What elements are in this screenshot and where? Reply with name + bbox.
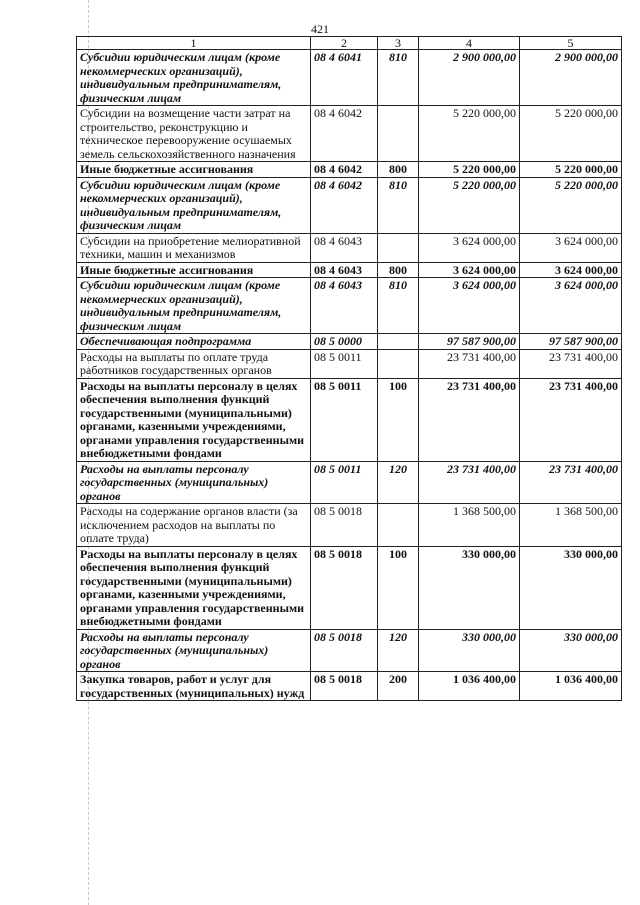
- table-row: [77, 504, 622, 547]
- row-code-cell: 08 4 6041: [311, 50, 378, 106]
- row-name-cell: Расходы на выплаты персоналу государственных (муниципальных) органов: [77, 461, 311, 504]
- row-amount-1-cell: 3 624 000,00: [419, 262, 520, 278]
- row-code-cell: 08 4 6042: [311, 106, 378, 162]
- row-name-cell: Расходы на содержание органов власти (за исключением расходов на выплаты по оплате труда): [77, 504, 311, 547]
- table-row: [77, 262, 622, 278]
- table-row: [77, 106, 622, 162]
- column-header-amount-1: 4: [419, 37, 520, 50]
- row-name-cell: Расходы на выплаты по оплате труда работников государственных органов: [77, 349, 311, 378]
- row-code-cell: 08 5 0011: [311, 349, 378, 378]
- row-amount-1-cell: 5 220 000,00: [419, 177, 520, 233]
- row-amount-2-cell: 23 731 400,00: [520, 349, 622, 378]
- row-amount-1-cell: 330 000,00: [419, 546, 520, 629]
- column-header-amount-2: 5: [520, 37, 622, 50]
- row-amount-2-cell: 97 587 900,00: [520, 334, 622, 350]
- row-amount-2-cell: 5 220 000,00: [520, 177, 622, 233]
- table-row: [77, 334, 622, 350]
- row-kind-cell: [378, 504, 419, 547]
- table-row: [77, 546, 622, 629]
- row-amount-1-cell: 97 587 900,00: [419, 334, 520, 350]
- row-amount-2-cell: 5 220 000,00: [520, 162, 622, 178]
- row-amount-2-cell: 1 036 400,00: [520, 672, 622, 701]
- row-amount-2-cell: 330 000,00: [520, 629, 622, 672]
- row-amount-2-cell: 3 624 000,00: [520, 233, 622, 262]
- row-kind-cell: [378, 334, 419, 350]
- row-code-cell: 08 5 0018: [311, 629, 378, 672]
- row-name-cell: Субсидии на приобретение мелиоративной техники, машин и механизмов: [77, 233, 311, 262]
- row-amount-1-cell: 23 731 400,00: [419, 349, 520, 378]
- row-code-cell: 08 5 0018: [311, 672, 378, 701]
- header-row: [77, 37, 622, 50]
- row-kind-cell: 200: [378, 672, 419, 701]
- row-amount-1-cell: 2 900 000,00: [419, 50, 520, 106]
- row-code-cell: 08 5 0011: [311, 378, 378, 461]
- table-row: [77, 461, 622, 504]
- row-name-cell: Иные бюджетные ассигнования: [77, 262, 311, 278]
- row-name-cell: Субсидии юридическим лицам (кроме некоммерческих организаций), индивидуальным предпринимателям, физическим лицам: [77, 278, 311, 334]
- row-name-cell: Расходы на выплаты персоналу в целях обеспечения выполнения функций государственными (муниципальными) органами, казенными учреждениями, органами управления государственными внебюджетными фондами: [77, 546, 311, 629]
- row-kind-cell: 800: [378, 262, 419, 278]
- row-amount-1-cell: 5 220 000,00: [419, 162, 520, 178]
- budget-table: [76, 36, 622, 701]
- row-kind-cell: 800: [378, 162, 419, 178]
- row-name-cell: Обеспечивающая подпрограмма: [77, 334, 311, 350]
- row-amount-2-cell: 2 900 000,00: [520, 50, 622, 106]
- row-code-cell: 08 4 6043: [311, 262, 378, 278]
- row-code-cell: 08 4 6042: [311, 177, 378, 233]
- row-amount-1-cell: 23 731 400,00: [419, 378, 520, 461]
- row-code-cell: 08 5 0018: [311, 546, 378, 629]
- row-kind-cell: 120: [378, 629, 419, 672]
- table-row: [77, 349, 622, 378]
- row-name-cell: Иные бюджетные ассигнования: [77, 162, 311, 178]
- row-amount-1-cell: 3 624 000,00: [419, 278, 520, 334]
- table-row: [77, 672, 622, 701]
- row-kind-cell: [378, 106, 419, 162]
- table-row: [77, 50, 622, 106]
- row-amount-1-cell: 3 624 000,00: [419, 233, 520, 262]
- row-amount-2-cell: 330 000,00: [520, 546, 622, 629]
- row-code-cell: 08 5 0018: [311, 504, 378, 547]
- row-amount-2-cell: 23 731 400,00: [520, 378, 622, 461]
- row-code-cell: 08 4 6043: [311, 233, 378, 262]
- row-kind-cell: 120: [378, 461, 419, 504]
- row-name-cell: Субсидии юридическим лицам (кроме некоммерческих организаций), индивидуальным предпринимателям, физическим лицам: [77, 50, 311, 106]
- row-amount-1-cell: 5 220 000,00: [419, 106, 520, 162]
- row-amount-2-cell: 3 624 000,00: [520, 262, 622, 278]
- table-row: [77, 378, 622, 461]
- row-amount-1-cell: 23 731 400,00: [419, 461, 520, 504]
- table-row: [77, 177, 622, 233]
- row-name-cell: Расходы на выплаты персоналу в целях обеспечения выполнения функций государственными (муниципальными) органами, казенными учреждениями, органами управления государственными внебюджетными фондами: [77, 378, 311, 461]
- row-amount-1-cell: 1 368 500,00: [419, 504, 520, 547]
- column-header-code: 2: [311, 37, 378, 50]
- row-amount-2-cell: 23 731 400,00: [520, 461, 622, 504]
- row-kind-cell: [378, 233, 419, 262]
- row-code-cell: 08 5 0000: [311, 334, 378, 350]
- table-row: [77, 162, 622, 178]
- row-name-cell: Субсидии юридическим лицам (кроме некоммерческих организаций), индивидуальным предпринимателям, физическим лицам: [77, 177, 311, 233]
- row-kind-cell: 100: [378, 546, 419, 629]
- row-amount-2-cell: 1 368 500,00: [520, 504, 622, 547]
- row-name-cell: Субсидии на возмещение части затрат на строительство, реконструкцию и техническое перевооружение осушаемых земель сельскохозяйственного назначения: [77, 106, 311, 162]
- row-amount-2-cell: 5 220 000,00: [520, 106, 622, 162]
- row-code-cell: 08 4 6043: [311, 278, 378, 334]
- table-row: [77, 278, 622, 334]
- row-amount-1-cell: 1 036 400,00: [419, 672, 520, 701]
- column-header-kind: 3: [378, 37, 419, 50]
- row-kind-cell: 810: [378, 278, 419, 334]
- table-body: [77, 50, 622, 701]
- row-name-cell: Расходы на выплаты персоналу государственных (муниципальных) органов: [77, 629, 311, 672]
- page-number: 421: [311, 22, 329, 36]
- row-code-cell: 08 5 0011: [311, 461, 378, 504]
- row-kind-cell: 100: [378, 378, 419, 461]
- row-kind-cell: 810: [378, 177, 419, 233]
- row-kind-cell: 810: [378, 50, 419, 106]
- table-row: [77, 629, 622, 672]
- row-amount-1-cell: 330 000,00: [419, 629, 520, 672]
- table-row: [77, 233, 622, 262]
- row-amount-2-cell: 3 624 000,00: [520, 278, 622, 334]
- row-kind-cell: [378, 349, 419, 378]
- column-header-name: 1: [77, 37, 311, 50]
- row-name-cell: Закупка товаров, работ и услуг для государственных (муниципальных) нужд: [77, 672, 311, 701]
- row-code-cell: 08 4 6042: [311, 162, 378, 178]
